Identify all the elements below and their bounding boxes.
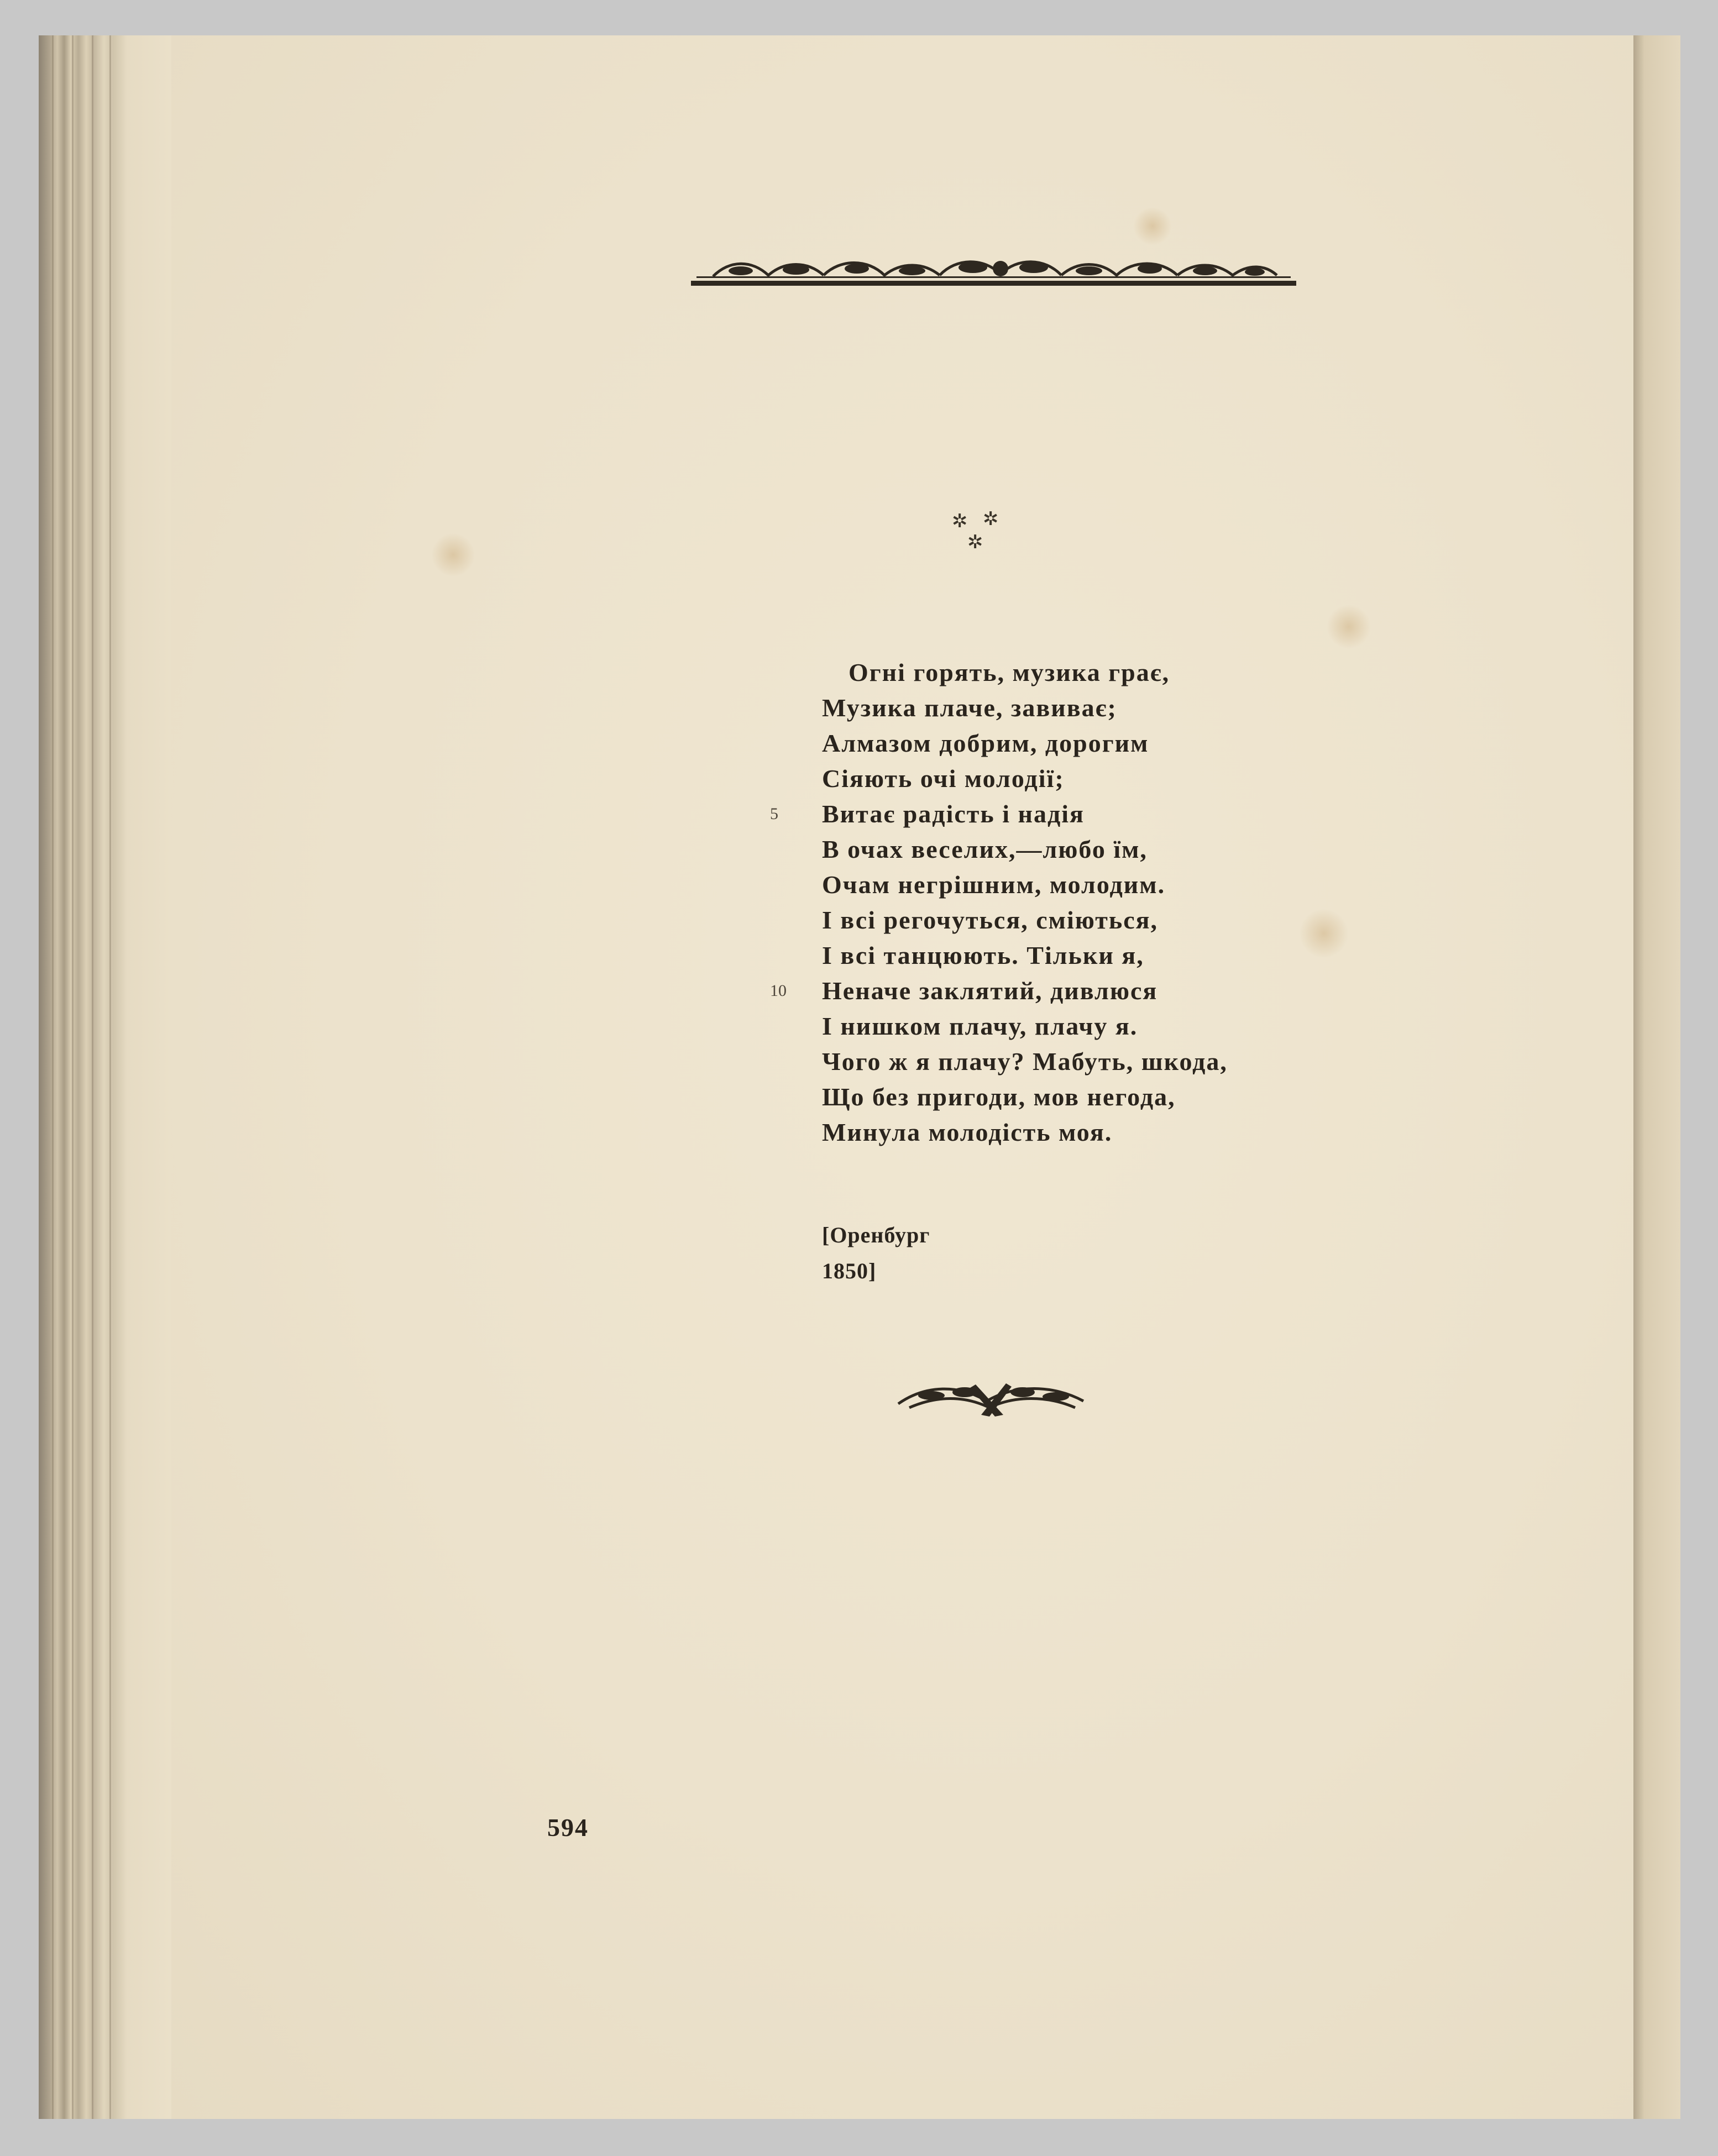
page-edge-line bbox=[109, 35, 111, 2119]
page-edges bbox=[39, 35, 171, 2119]
line-number: 5 bbox=[770, 805, 778, 823]
poem-line: Що без пригоди, мов негода, bbox=[822, 1083, 1176, 1111]
dateline-year: 1850] bbox=[822, 1258, 877, 1283]
poem-line: Сіяють очі молодії; bbox=[822, 764, 1065, 793]
top-ornament-icon bbox=[691, 254, 1296, 298]
poem-line: Огні горять, музика грає, bbox=[848, 658, 1170, 686]
poem-line: Неначе заклятий, дивлюся bbox=[822, 977, 1158, 1005]
poem-line: В очах веселих,—любо їм, bbox=[822, 835, 1148, 863]
svg-text:✲: ✲ bbox=[952, 510, 968, 532]
svg-text:✲: ✲ bbox=[967, 531, 983, 553]
line-number: 10 bbox=[770, 982, 787, 1000]
page-number: 594 bbox=[547, 1813, 589, 1842]
bottom-ornament-icon bbox=[893, 1373, 1089, 1423]
poem-line: І всі танцюють. Тільки я, bbox=[822, 941, 1144, 969]
asterism-icon bbox=[950, 508, 1002, 558]
page-edge-line bbox=[52, 35, 54, 2119]
page-edge-line bbox=[92, 35, 93, 2119]
dateline-place: [Оренбург bbox=[822, 1223, 930, 1247]
poem-line: Музика плаче, завиває; bbox=[822, 694, 1117, 722]
poem-line: Очам негрішним, молодим. bbox=[822, 870, 1166, 899]
foxing-spot bbox=[431, 533, 475, 577]
next-page-edge bbox=[1633, 35, 1680, 2119]
poem-line: Витає радість і надія bbox=[822, 800, 1085, 828]
poem-line: Чого ж я плачу? Мабуть, шкода, bbox=[822, 1047, 1228, 1076]
poem-line: Минула молодість моя. bbox=[822, 1118, 1113, 1146]
foxing-spot bbox=[1327, 605, 1371, 649]
foxing-spot bbox=[1299, 909, 1349, 958]
poem-line: І всі регочуться, сміються, bbox=[822, 906, 1159, 934]
svg-text:✲: ✲ bbox=[983, 508, 999, 530]
poem-line: І нишком плачу, плачу я. bbox=[822, 1012, 1138, 1040]
poem-line: Алмазом добрим, дорогим bbox=[822, 729, 1149, 757]
foxing-spot bbox=[1133, 207, 1172, 245]
page-edge-line bbox=[72, 35, 74, 2119]
